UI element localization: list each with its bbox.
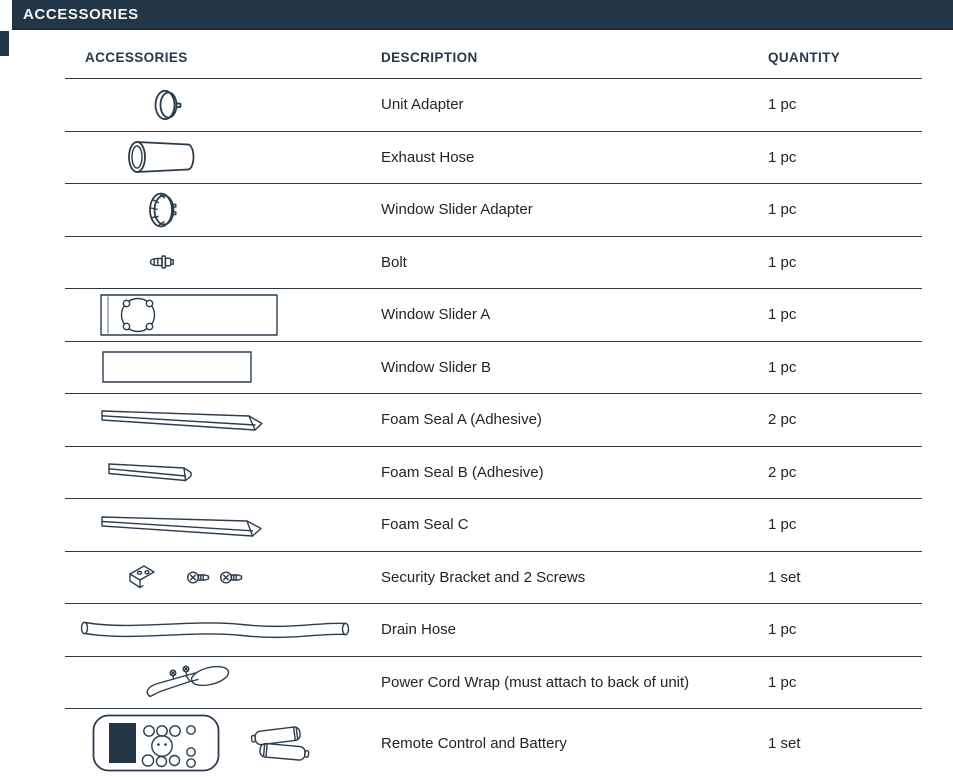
exhaust-hose-icon: [127, 139, 197, 175]
table-row: [65, 132, 922, 185]
row-quantity: 1 set: [768, 734, 801, 752]
table-header-row: [65, 36, 922, 79]
row-quantity: 1 pc: [768, 96, 797, 114]
table-row: [65, 499, 922, 552]
column-header-accessories: ACCESSORIES: [85, 49, 188, 65]
row-description: Security Bracket and 2 Screws: [381, 568, 586, 586]
row-description: Window Slider B: [381, 358, 492, 376]
accessories-table: [65, 36, 922, 777]
section-title: ACCESSORIES: [23, 5, 139, 23]
foam-seal-a-icon: [99, 405, 269, 435]
table-row: [65, 394, 922, 447]
table-row: [65, 237, 922, 290]
row-quantity: 1 pc: [768, 201, 797, 219]
column-header-quantity: QUANTITY: [768, 49, 841, 65]
table-row: [65, 447, 922, 500]
table-row: [65, 184, 922, 237]
row-description: Window Slider A: [381, 306, 491, 324]
window-slider-a-icon: [100, 294, 278, 336]
row-quantity: 1 pc: [768, 306, 797, 324]
screw-icon: [220, 570, 244, 585]
row-quantity: 1 set: [768, 568, 801, 586]
row-quantity: 1 pc: [768, 358, 797, 376]
drain-hose-icon: [77, 615, 352, 645]
table-row: [65, 552, 922, 605]
security-bracket-icon: [123, 562, 157, 592]
section-title-bar: [12, 0, 953, 30]
column-header-description: DESCRIPTION: [381, 49, 478, 65]
battery-icon: [250, 720, 312, 766]
row-quantity: 1 pc: [768, 621, 797, 639]
row-description: Power Cord Wrap (must attach to back of unit): [381, 673, 690, 691]
row-description: Foam Seal B (Adhesive): [381, 463, 544, 481]
row-quantity: 1 pc: [768, 516, 797, 534]
row-description: Drain Hose: [381, 621, 457, 639]
row-quantity: 2 pc: [768, 463, 797, 481]
table-row: [65, 289, 922, 342]
row-quantity: 1 pc: [768, 253, 797, 271]
row-description: Window Slider Adapter: [381, 201, 533, 219]
window-slider-adapter-icon: [148, 191, 178, 229]
table-row: [65, 709, 922, 777]
row-quantity: 2 pc: [768, 411, 797, 429]
row-description: Remote Control and Battery: [381, 734, 567, 752]
row-description: Exhaust Hose: [381, 148, 475, 166]
table-row: [65, 79, 922, 132]
row-description: Foam Seal C: [381, 516, 469, 534]
table-row: [65, 604, 922, 657]
table-row: [65, 657, 922, 710]
row-description: Bolt: [381, 253, 407, 271]
bolt-icon: [147, 253, 177, 271]
window-slider-b-icon: [102, 351, 252, 383]
unit-adapter-icon: [153, 89, 183, 121]
table-row: [65, 342, 922, 395]
row-quantity: 1 pc: [768, 673, 797, 691]
power-cord-wrap-icon: [140, 662, 232, 702]
page-edge-tab: [0, 31, 9, 56]
row-description: Foam Seal A (Adhesive): [381, 411, 542, 429]
row-description: Unit Adapter: [381, 96, 464, 114]
foam-seal-c-icon: [99, 510, 267, 540]
remote-control-icon: [92, 714, 220, 772]
screw-icon: [187, 570, 211, 585]
row-quantity: 1 pc: [768, 148, 797, 166]
foam-seal-b-icon: [105, 458, 195, 486]
